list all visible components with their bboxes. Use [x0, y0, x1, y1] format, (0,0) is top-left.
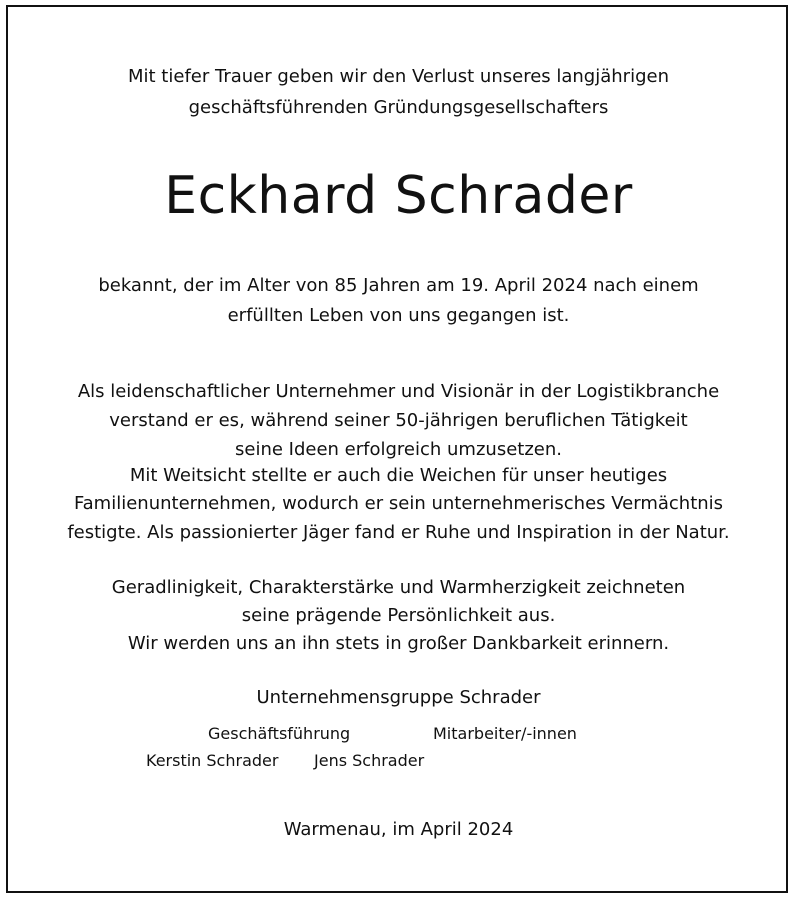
place-and-date: Warmenau, im April 2024 [283, 819, 514, 840]
company-name: Unternehmensgruppe Schrader [256, 687, 541, 708]
signatory-kerstin: Kerstin Schrader [146, 751, 279, 770]
closing-line-3: Wir werden uns an ihn stets in großer Dankbarkeit erinnern. [127, 633, 670, 654]
announcement-line-2: erfüllten Leben von uns gegangen ist. [227, 305, 570, 326]
staff-label: Mitarbeiter/-innen [433, 724, 577, 743]
tribute-line-6: festigte. Als passionierter Jäger fand er Ruhe und Inspiration in der Natur. [67, 522, 730, 543]
intro-line-1: Mit tiefer Trauer geben wir den Verlust unseres langjährigen [128, 66, 669, 87]
tribute-line-5: Familienunternehmen, wodurch er sein unternehmerisches Vermächtnis [73, 493, 724, 514]
management-label: Geschäftsführung [208, 724, 351, 743]
deceased-name: Eckhard Schrader [164, 166, 633, 226]
intro-line-2: geschäftsführenden Gründungsgesellschafters [188, 97, 609, 118]
tribute-line-1: Als leidenschaftlicher Unternehmer und Visionär in der Logistikbranche [77, 381, 720, 402]
signatory-jens: Jens Schrader [314, 751, 425, 770]
tribute-line-3: seine Ideen erfolgreich umzusetzen. [235, 439, 562, 460]
closing-line-2: seine prägende Persönlichkeit aus. [241, 605, 556, 626]
closing-line-1: Geradlinigkeit, Charakterstärke und Warmherzigkeit zeichneten [111, 577, 686, 598]
tribute-line-2: verstand er es, während seiner 50-jährigen beruflichen Tätigkeit [109, 410, 688, 431]
tribute-line-4: Mit Weitsicht stellte er auch die Weichen für unser heutiges [129, 465, 668, 486]
announcement-line-1: bekannt, der im Alter von 85 Jahren am 19. April 2024 nach einem [98, 275, 699, 296]
